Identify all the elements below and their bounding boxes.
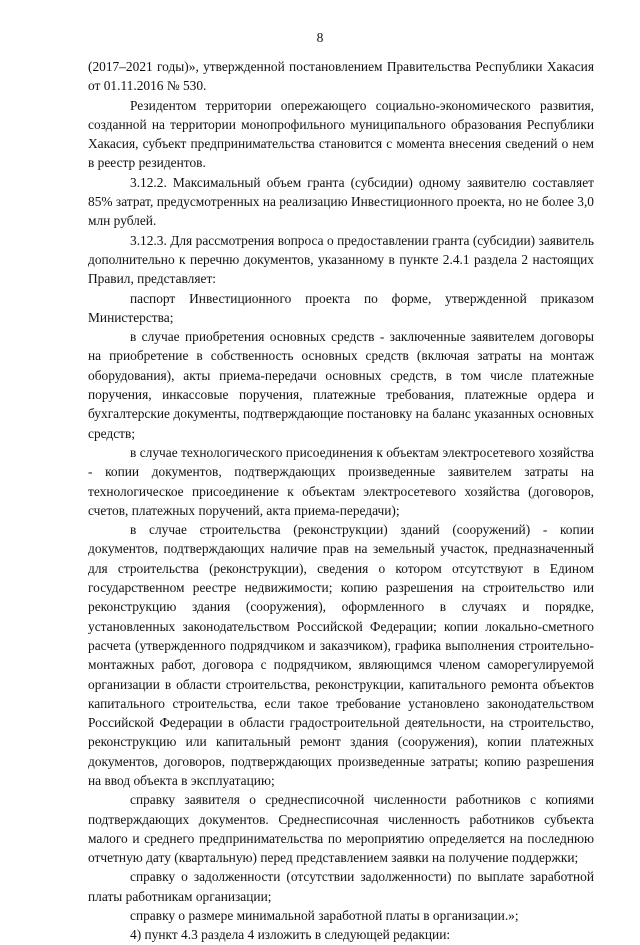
list-item-grid-connection: в случае технологического присоединения к объектам электросетевого хозяйства - копии документов, подтверждающих произведенные заявителем затраты на технологическое присоединение к объектам электросетевого хозяйства (договоров, счетов, платежных поручений, акта приема-передачи); <box>88 444 594 518</box>
list-item-headcount-certificate: справку заявителя о среднесписочной численности работников с копиями подтверждающих документов. Среднесписочная численность работников субъекта малого и среднего предпринимательства по мероприятию определяется на последнюю отчетную дату (квартальную) перед представлением заявки на получение поддержки; <box>88 792 594 866</box>
list-item-minimum-wage-certificate: справку о размере минимальной заработной платы в организации.»; <box>130 908 519 924</box>
list-item-project-passport: паспорт Инвестиционного проекта по форме, утвержденной приказом Министерства; <box>88 290 594 325</box>
paragraph-continuation: (2017–2021 годы)», утвержденной постановлением Правительства Республики Хакасия от 01.11.2016 № 530. <box>88 59 594 94</box>
document-body <box>88 57 594 945</box>
list-item-construction: в случае строительства (реконструкции) зданий (сооружений) - копии документов, подтверждающих наличие прав на земельный участок, предназначенный для строительства (реконструкции), сведения о котором отсутствуют в Едином государственном реестре недвижимости; копию разрешения на строительство или реконструкцию здания (сооружения), оформленного в случаях и порядке, установленных законодательством Российской Федерации; копии локально-сметного расчета (утвержденного подрядчиком и заказчиком), графика выполнения строительно-монтажных работ, договора с подрядчиком, являющимся членом саморегулируемой организации в области строительства, реконструкции, капитального ремонта объектов капитального строительства, если такое требование установлено законодательством Российской Федерации в области градостроительной деятельности, на строительство, реконструкцию или капитальный ремонт здания (сооружения), копии платежных документов, договоров, подтверждающих произведенные затраты; копию разрешения на ввод объекта в эксплуатацию; <box>88 522 594 788</box>
paragraph-3-12-3: 3.12.3. Для рассмотрения вопроса о предоставлении гранта (субсидии) заявитель дополнительно к перечню документов, указанному в пункте 2.4.1 раздела 2 настоящих Правил, представляет: <box>88 232 594 287</box>
paragraph-item-4: 4) пункт 4.3 раздела 4 изложить в следующей редакции: <box>130 927 451 943</box>
list-item-wage-debt-certificate: справку о задолженности (отсутствии задолженности) по выплате заработной платы работникам организации; <box>88 869 594 904</box>
list-item-fixed-assets: в случае приобретения основных средств - заключенные заявителем договоры на приобретение в собственность основных средств (включая затраты на монтаж оборудования), акты приема-передачи основных средств, в том числе платежные поручения, инкассовые поручения, платежные требования, платежные ордера и бухгалтерские документы, подтверждающие постановку на баланс указанных основных средств; <box>88 329 594 441</box>
paragraph-3-12-2: 3.12.2. Максимальный объем гранта (субсидии) одному заявителю составляет 85% затрат, предусмотренных на реализацию Инвестиционного проекта, но не более 3,0 млн рублей. <box>88 174 594 229</box>
paragraph-resident-definition: Резидентом территории опережающего социально-экономического развития, созданной на территории монопрофильного муниципального образования Республики Хакасия, субъект предпринимательства становится с момента внесения сведений о нем в реестр резидентов. <box>88 97 594 171</box>
page-number: 8 <box>316 30 324 45</box>
